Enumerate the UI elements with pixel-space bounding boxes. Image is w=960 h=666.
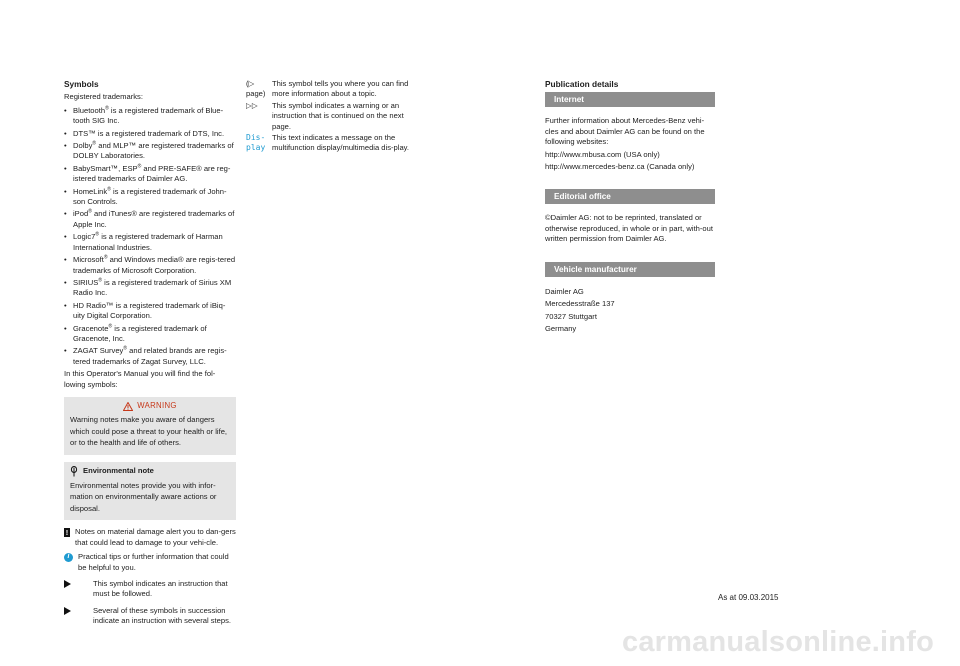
list-item: • ZAGAT Survey® and related brands are regis-tered trademarks of Zagat Survey, LLC.: [64, 346, 236, 367]
leaf-icon: [70, 466, 78, 477]
address-line: Germany: [545, 324, 577, 334]
arrow-right-icon: [64, 580, 71, 588]
symbols-heading: Symbols: [64, 79, 99, 89]
address-line: Daimler AG: [545, 286, 584, 296]
address-line: 70327 Stuttgart: [545, 311, 597, 321]
symbols-column: [64, 79, 236, 627]
continued-text: This symbol indicates a warning or an instruction that is continued on the next page.: [272, 100, 404, 131]
warning-triangle-icon: [123, 402, 133, 411]
list-item: • HomeLink® is a registered trademark of John-son Controls.: [64, 187, 236, 208]
display-row: [246, 133, 418, 154]
list-item: • Bluetooth® is a registered trademark of Blue-tooth SIG Inc.: [64, 106, 236, 127]
material-damage-note: [64, 527, 236, 548]
usa-website-link[interactable]: http://www.mbusa.com (USA only): [545, 149, 660, 159]
trademark-list: [64, 106, 236, 367]
list-item: • Dolby® and MLP™ are registered trademarks of DOLBY Laboratories.: [64, 141, 236, 162]
manual-symbols-intro: In this Operator's Manual you will find the fol-lowing symbols:: [64, 369, 216, 389]
warning-box: [64, 397, 236, 455]
page-reference-symbol: (▷ page): [246, 79, 266, 99]
arrow-right-icon: [64, 607, 71, 615]
editorial-office-bar: Editorial office: [545, 189, 715, 204]
environmental-note-box: [64, 462, 236, 521]
info-icon: i: [64, 553, 73, 562]
list-item: • Logic7® is a registered trademark of Harman International Industries.: [64, 232, 236, 253]
manufacturer-address: [545, 286, 717, 336]
instruction-step-text: Several of these symbols in succession indicate an instruction with several steps.: [93, 605, 232, 626]
address-line: Mercedesstraße 137: [545, 299, 615, 309]
environmental-note-title: Environmental note: [83, 466, 154, 476]
display-text: This text indicates a message on the multifunction display/multimedia dis-play.: [272, 133, 410, 153]
vehicle-manufacturer-bar: Vehicle manufacturer: [545, 262, 715, 277]
symbol-legend-column: [246, 79, 418, 155]
publication-details-heading: Publication details: [545, 79, 619, 89]
exclamation-icon: !: [65, 527, 69, 537]
instruction-step-2: [64, 606, 236, 627]
warning-title: WARNING: [137, 400, 177, 410]
instruction-step-text: This symbol indicates an instruction that must be followed.: [93, 579, 228, 599]
material-damage-text: Notes on material damage alert you to dan-gers that could lead to damage to your vehi-cle.: [75, 527, 236, 547]
continued-row: [246, 101, 418, 132]
watermark: carmanualsonline.info: [622, 626, 934, 658]
publication-details-column: [545, 79, 717, 336]
internet-bar: Internet: [545, 92, 715, 107]
practical-tip-note: [64, 552, 236, 573]
instruction-step-1: [64, 579, 236, 600]
list-item: • iPod® and iTunes® are registered trademarks of Apple Inc.: [64, 209, 236, 230]
list-item: • BabySmart™, ESP® and PRE-SAFE® are reg-istered trademarks of Daimler AG.: [64, 164, 236, 185]
page-reference-text: This symbol tells you where you can find more information about a topic.: [272, 79, 409, 99]
list-item: • HD Radio™ is a registered trademark of iBiq-uity Digital Corporation.: [64, 301, 236, 322]
copyright-text: ©Daimler AG: not to be reprinted, translated or otherwise reproduced, in whole or in part, with-out written permission from Daimler AG.: [545, 213, 713, 244]
page-reference-row: [246, 79, 418, 100]
canada-website-link[interactable]: http://www.mercedes-benz.ca (Canada only): [545, 162, 695, 172]
as-at-date: As at 09.03.2015: [718, 593, 779, 602]
practical-tip-text: Practical tips or further information that could be helpful to you.: [78, 552, 229, 572]
list-item: • SIRIUS® is a registered trademark of Sirius XM Radio Inc.: [64, 278, 236, 299]
registered-trademarks-intro: Registered trademarks:: [64, 92, 143, 102]
environmental-note-text: Environmental notes provide you with infor-mation on environmentally aware actions or disposal.: [70, 480, 217, 513]
internet-text: Further information about Mercedes-Benz vehi-cles and about Daimler AG can be found on the following websites:: [545, 116, 705, 147]
list-item: • Microsoft® and Windows media® are regis-tered trademarks of Microsoft Corporation.: [64, 255, 236, 276]
list-item: • Gracenote® is a registered trademark of Gracenote, Inc.: [64, 324, 236, 345]
warning-text: Warning notes make you aware of dangers which could pose a threat to your health or life, or to the health and life of others.: [70, 415, 228, 448]
display-symbol: Dis- play: [246, 133, 266, 153]
double-arrow-icon: ▷▷: [246, 100, 258, 110]
list-item: • DTS™ is a registered trademark of DTS, Inc.: [64, 129, 236, 139]
